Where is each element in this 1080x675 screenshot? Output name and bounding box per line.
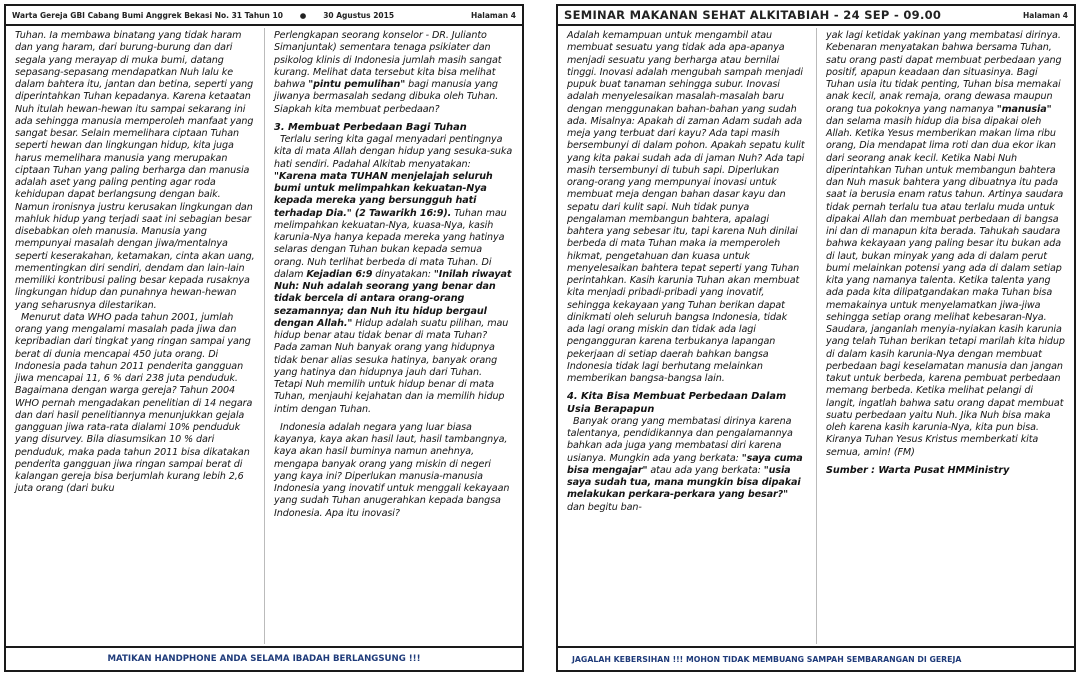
- right-body: [558, 28, 1074, 644]
- seminar-announcement: SEMINAR MAKANAN SEHAT ALKITABIAH - 24 SEP - 09.00: [564, 8, 942, 22]
- paragraph: Banyak orang yang membatasi dirinya karena talentanya, pendidikannya dan pengalamannya bahkan ada juga yang membatasi diri karena usianya. Mungkin ada yang berkata: "saya cuma bisa mengajar" atau ada yang berkata: "usia saya sudah tua, mana mungkin bisa dipakai melakukan perkara-perkara yang besar?" dan begitu ban-: [567, 415, 803, 513]
- page-number: Halaman 4: [1022, 10, 1068, 20]
- left-page: [4, 4, 524, 672]
- paragraph: Adalah kemampuan untuk mengambil atau membuat sesuatu yang tidak ada apa-apanya menjadi sesuatu yang berharga atau bernilai tinggi. Inovasi adalah mengubah sampah menjadi pupuk buat tanaman sehingga subur. Inovasi adalah menyelesaikan masalah-masalah baru dengan menggunakan bahan-bahan yang sudah ada. Misalnya: Apakah di zaman Adam sudah ada meja yang terbuat dari kayu? Ada tapi masih bersembunyi di dalam pohon. Apakah sepatu kulit yang kita pakai sudah ada di jaman Nuh? Ada tapi masih tersembunyi di tubuh sapi. Diperlukan orang-orang yang mempunyai inovasi untuk membuat meja dengan bahan dasar kayu dan sepatu dari kulit sapi. Nuh tidak punya pengalaman membangun bahtera, apalagi bahtera yang sebesar itu, tapi karena Nuh dinilai berbeda di mata Tuhan maka ia memperoleh hikmat, pengetahuan dan kuasa untuk menyelesaikan bahtera tepat seperti yang Tuhan perintahkan. Kasih karunia Tuhan akan membuat kita menjadi pribadi-pribadi yang inovatif, sehingga kekayaan yang Tuhan berikan dapat dinikmati oleh seluruh bangsa Indonesia, tidak ada lagi orang miskin dan tidak ada lagi pengangguran karena terbukanya lapangan pekerjaan di setiap daerah bahkan bangsa Indonesia tidak lagi berhutang melainkan memberikan bangsa-bangsa lain.: [567, 30, 805, 384]
- left-footer: MATIKAN HANDPHONE ANDA SELAMA IBADAH BERLANGSUNG !!!: [6, 646, 522, 670]
- right-page: [556, 4, 1076, 672]
- section-heading: 3. Membuat Perbedaan Bagi Tuhan: [274, 121, 467, 133]
- paragraph: Tuhan. Ia membawa binatang yang tidak haram dan yang haram, dari burung-burung dan dari segala yang merayap di muka bumi, datang sepasang-sepasang mendapatkan Nuh lalu ke dalam bahtera itu, jantan dan betina, seperti yang diperintahkan Tuhan kepadanya. Karena ketaatan Nuh itulah hewan-hewan itu sampai sekarang ini ada sehingga manusia memperoleh manfaat yang sangat besar. Selain memelihara ciptaan Tuhan seperti hewan dan lingkungan hidup, kita juga harus memelihara manusia yang merupakan ciptaan Tuhan yang paling berharga dan manusia adalah aset yang paling penting agar roda kehidupan dapat berlangsung dengan baik. Namun ironisnya justru kerusakan lingkungan dan mahluk hidup yang terjadi saat ini sebagian besar disebabkan oleh manusia. Manusia yang mempunyai masalah dengan jiwa/mentalnya seperti keserakahan, ketamakan, cinta akan uang, mementingkan diri sendiri, dendam dan lain-lain memiliki kontribusi paling besar kepada rusaknya lingkungan hidup dan punahnya hewan-hewan yang seharusnya dilestarikan.: [15, 30, 255, 311]
- section-heading: 4. Kita Bisa Membuat Perbedaan Dalam Usia Berapapun: [567, 391, 787, 415]
- right-column-1: [558, 28, 816, 644]
- paragraph: Indonesia adalah negara yang luar biasa kayanya, kaya akan hasil laut, hasil tambangnya, kaya akan hasil buminya namun anehnya, mengapa banyak orang yang miskin di negeri yang kaya ini? Diperlukan manusia-manusia Indonesia yang inovatif untuk menggali kekayaan yang sudah Tuhan anugerahkan kepada bangsa Indonesia. Apa itu inovasi?: [274, 421, 510, 519]
- right-header: [558, 6, 1074, 26]
- header-bullet: ●: [299, 10, 307, 20]
- left-header: [6, 6, 522, 26]
- paragraph: Terlalu sering kita gagal menyadari pentingnya kita di mata Allah dengan hidup yang sesuka-suka hati sendiri. Padahal Alkitab menyatakan: "Karena mata TUHAN menjelajah seluruh bumi untuk melimpahkan kekuatan-Nya kepada mereka yang bersungguh hati terhadap Dia." (2 Tawarikh 16:9). Tuhan mau melimpahkan kekuatan-Nya, kuasa-Nya, kasih karunia-Nya hanya kepada mereka yang hatinya selaras dengan Tuhan bukan kepada semua orang. Nuh terlihat berbeda di mata Tuhan. Di dalam Kejadian 6:9 dinyatakan: "Inilah riwayat Nuh: Nuh adalah seorang yang benar dan tidak bercela di antara orang-orang sezamannya; dan Nuh itu hidup bergaul dengan Allah." Hidup adalah suatu pilihan, mau hidup benar atau tidak benar di mata Tuhan? Pada zaman Nuh banyak orang yang hidupnya tidak benar alias sesuka hatinya, banyak orang yang hatinya dan hidupnya jauh dari Tuhan. Tetapi Nuh memilih untuk hidup benar di mata Tuhan, menjauhi kejahatan dan ia memilih hidup intim dengan Tuhan.: [274, 134, 513, 415]
- bulletin-title: Warta Gereja GBI Cabang Bumi Anggrek Bekasi No. 31 Tahun 10: [12, 10, 283, 20]
- source-credit: Sumber : Warta Pusat HMMinistry: [826, 464, 1010, 476]
- right-column-2: [816, 28, 1074, 644]
- paragraph: yak lagi ketidak yakinan yang membatasi dirinya. Kebenaran menyatakan bahwa bersama Tuhan, satu orang pasti dapat membuat perbedaan yang positif, apapun keadaan dan situasinya. Bagi Tuhan usia itu tidak penting, Tuhan bisa memakai anak kecil, anak remaja, orang dewasa maupun orang tua pokoknya yang namanya "manusia" dan selama masih hidup dia bisa dipakai oleh Allah. Ketika Yesus memberikan makan lima ribu orang, Dia mendapat lima roti dan dua ekor ikan dari seorang anak kecil. Ketika Nabi Nuh diperintahkan Tuhan untuk membangun bahtera dan Nuh masuk bahtera yang dibuatnya itu pada saat ia berusia enam ratus tahun. Artinya saudara tidak pernah terlalu tua atau terlalu muda untuk dipakai Allah dan membuat perbedaan di bangsa ini dan di manapun kita berada. Tahukah saudara bahwa kekayaan yang paling besar itu bukan ada di laut, bukan minyak yang ada di dalam perut bumi melainkan potensi yang ada di dalam setiap kita yang namanya talenta. Ketika talenta yang ada pada kita dilipatgandakan maka Tuhan bisa memakainya untuk menyelamatkan jiwa-jiwa sehingga setiap orang melihat kebesaran-Nya. Saudara, janganlah menyia-nyiakan kasih karunia yang telah Tuhan berikan tetapi marilah kita hidup di dalam kasih karunia-Nya dengan membuat perbedaan bagi keselamatan manusia dan jangan takut untuk berbeda, karena pembuat perbedaan memang berbeda. Ketika melihat pelangi di langit, ingatlah bahwa satu orang dapat membuat suatu perbedaan yaitu Nuh. Jika Nuh bisa maka oleh karena kasih karunia-Nya, kita pun bisa. Kiranya Tuhan Yesus Kristus memberkati kita semua, amin! (FM): [826, 30, 1065, 458]
- left-column-2: [264, 28, 522, 644]
- left-column-1: [6, 28, 264, 644]
- bulletin-date: 30 Agustus 2015: [323, 10, 395, 20]
- page-number: Halaman 4: [470, 10, 516, 20]
- right-footer: JAGALAH KEBERSIHAN !!! MOHON TIDAK MEMBUANG SAMPAH SEMBARANGAN DI GEREJA: [558, 646, 1074, 670]
- left-body: [6, 28, 522, 644]
- paragraph: Menurut data WHO pada tahun 2001, jumlah orang yang mengalami masalah pada jiwa dan kepribadian dari tingkat yang ringan sampai yang berat di dunia mencapai 450 juta orang. Di Indonesia pada tahun 2011 penderita gangguan jiwa mencapai 11, 6 % dari 238 juta penduduk. Bagaimana dengan warga gereja? Tahun 2004 WHO pernah mengadakan penelitian di 14 negara dan dari hasil penelitiannya menunjukkan gejala gangguan jiwa rata-rata dialami 10% penduduk yang disurvey. Bila diasumsikan 10 % dari penduduk, maka pada tahun 2011 bisa dikatakan penderita gangguan jiwa ringan sampai berat di kalangan gereja bisa berjumlah kurang lebih 2,6 juta orang (dari buku: [15, 311, 253, 495]
- paragraph: Perlengkapan seorang konselor - DR. Julianto Simanjuntak) sementara tenaga psikiater dan psikolog klinis di Indonesia jumlah masih sangat kurang. Melihat data tersebut kita bisa melihat bahwa "pintu pemulihan" bagi manusia yang jiwanya bermasalah sedang dibuka oleh Tuhan. Siapkah kita membuat perbedaan?: [274, 30, 502, 115]
